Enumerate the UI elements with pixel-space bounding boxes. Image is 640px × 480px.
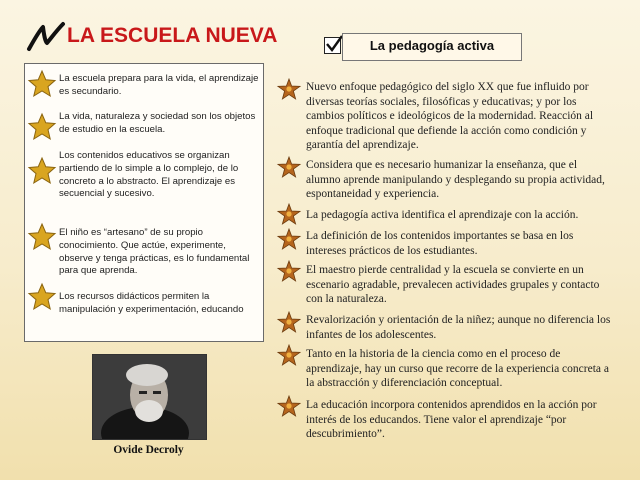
pen-swoosh-icon (26, 20, 66, 54)
characteristics-panel (24, 63, 264, 342)
star-bullet-icon (276, 203, 302, 225)
right-item-2: Considera que es necesario humanizar la enseñanza, que el alumno aprende manipulando y desplegando su propia actividad, espontaneidad y experiencia. (306, 159, 605, 201)
right-item-1: Nuevo enfoque pedagógico del siglo XX que fue influido por diversas teorías sociales, filosóficas y educativas; y por los cambios políticos e ideológicos de la modernidad. Reacción al enfoque tradicional que defiende la acción como condición y garantía del aprendizaje. (306, 81, 594, 152)
right-item-3: La pedagogía activa identifica el aprendizaje con la acción. (306, 209, 579, 221)
star-icon (27, 112, 57, 142)
portrait-caption: Ovide Decroly (113, 444, 184, 456)
star-bullet-icon (276, 260, 302, 282)
left-item-1: La escuela prepara para la vida, el aprendizaje es secundario. (59, 73, 259, 97)
star-bullet-icon (276, 344, 302, 366)
right-item-6: Revalorización y orientación de la niñez; aunque no diferencia los infantes de los adolescentes. (306, 314, 611, 341)
right-item-4: La definición de los contenidos importantes se basa en los intereses prácticos de los estudiantes. (306, 230, 574, 257)
star-bullet-icon (276, 395, 302, 417)
checkbox-icon (324, 37, 341, 54)
star-bullet-icon (276, 78, 302, 100)
right-item-7: Tanto en la historia de la ciencia como en el proceso de aprendizaje, hay un curso que recorre de la experiencia concreta a la abstracción y diferenciación conceptual. (306, 348, 609, 390)
star-bullet-icon (276, 228, 302, 250)
left-item-3: Los contenidos educativos se organizan partiendo de lo simple a lo complejo, de lo concreto a lo abstracto. El aprendizaje es secuencial y sucesivo. (59, 150, 239, 200)
star-icon (27, 69, 57, 99)
star-bullet-icon (276, 311, 302, 333)
subtitle-box: La pedagogía activa (342, 33, 522, 61)
right-item-5: El maestro pierde centralidad y la escuela se convierte en un escenario agradable, prevalecen actividades grupales y contacto con la naturaleza. (306, 264, 600, 306)
star-icon (27, 156, 57, 186)
right-item-8: La educación incorpora contenidos aprendidos en la acción por interés de los educandos. Tiene valor el aprendizaje “por descubrimiento”. (306, 399, 597, 441)
left-item-4: El niño es “artesano” de su propio conocimiento. Que actúe, experimente, observe y tenga prácticas, es lo fundamental para que aprenda. (59, 227, 250, 277)
left-item-2: La vida, naturaleza y sociedad son los objetos de estudio en la escuela. (59, 111, 256, 135)
star-icon (27, 222, 57, 252)
page-title: LA ESCUELA NUEVA (67, 24, 278, 47)
portrait-photo (92, 354, 207, 440)
left-item-5: Los recursos didácticos permiten la manipulación y experimentación, educando (59, 291, 244, 315)
star-bullet-icon (276, 156, 302, 178)
star-icon (27, 282, 57, 312)
